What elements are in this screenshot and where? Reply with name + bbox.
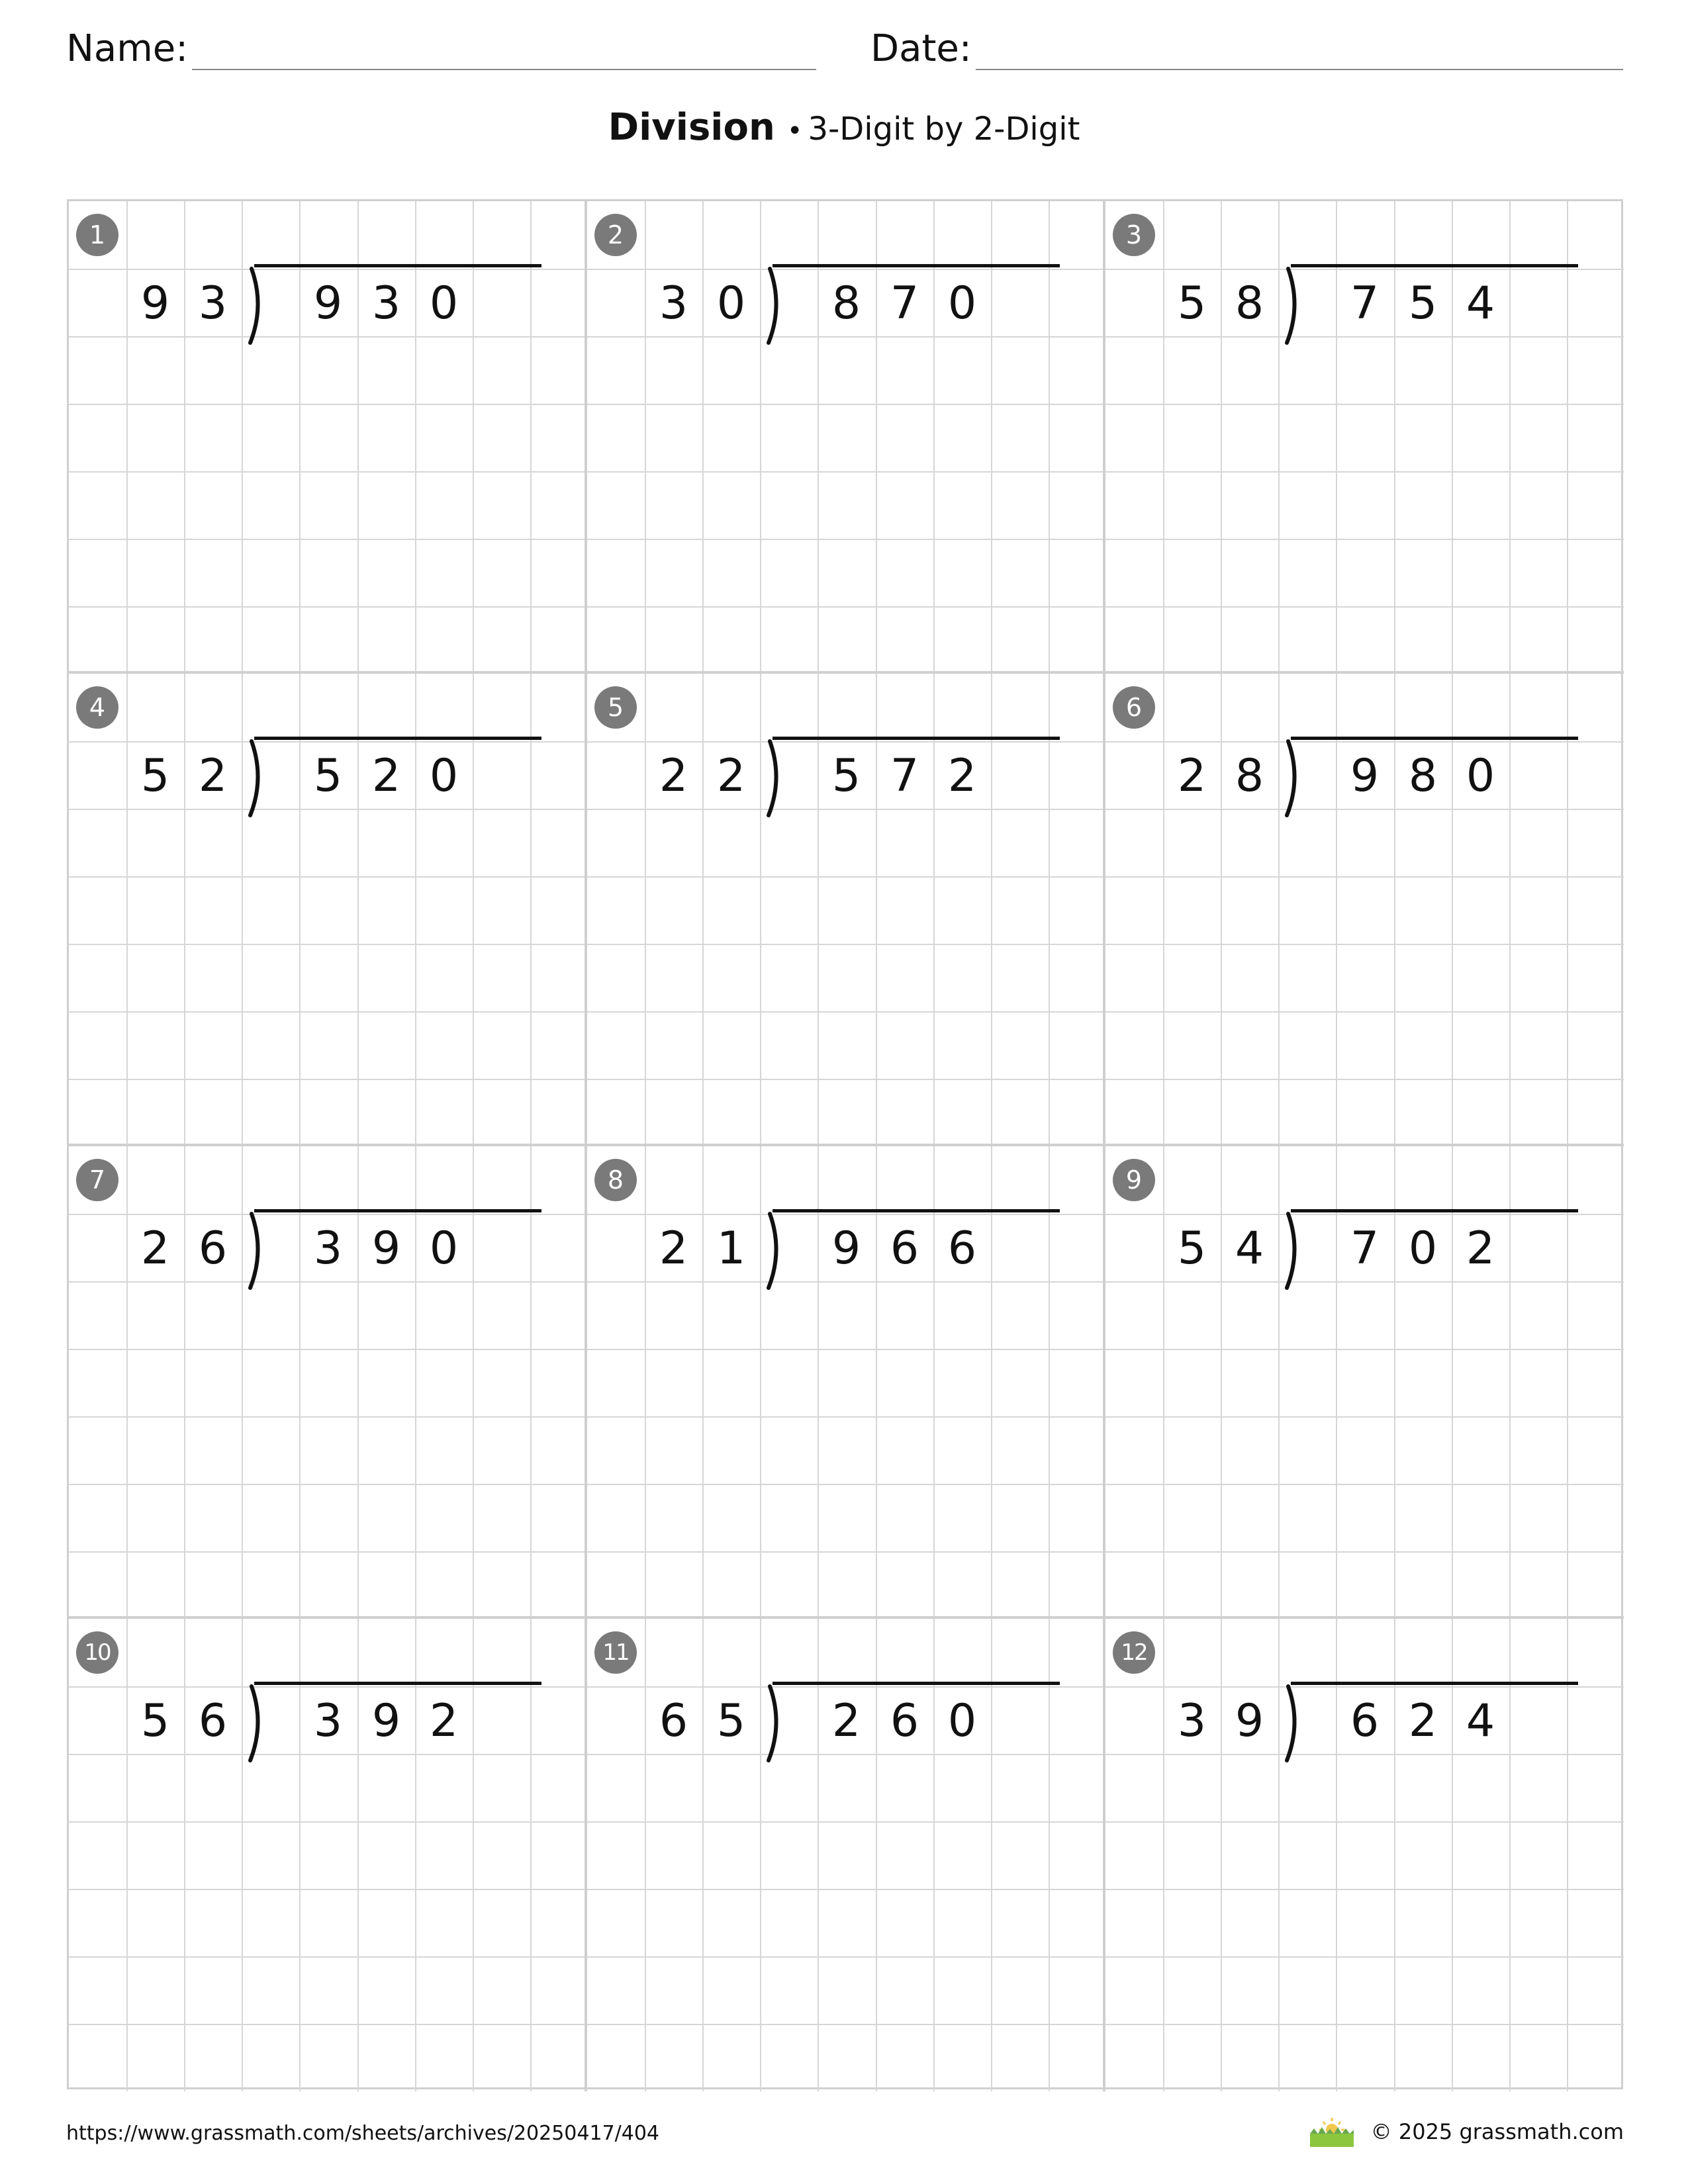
dividend-digit: 7	[890, 277, 919, 330]
grid-line	[1105, 336, 1624, 338]
grid-line	[587, 539, 1105, 540]
dividend-digit: 9	[1350, 750, 1380, 802]
grid-line	[991, 201, 992, 674]
dividend-digit: 3	[313, 1222, 343, 1275]
dividend-digit: 2	[831, 1695, 861, 1747]
grid-line	[587, 1349, 1105, 1350]
grid-line	[69, 336, 587, 338]
grid-line	[69, 1416, 587, 1418]
grid-line	[933, 201, 935, 674]
grid-line	[702, 1619, 704, 2091]
problem-cell	[1105, 1619, 1624, 2091]
dividend-digit: 2	[429, 1695, 459, 1747]
grid-line	[876, 674, 877, 1146]
grid-line	[702, 674, 704, 1146]
grid-line	[818, 674, 819, 1146]
dividend-digit: 3	[313, 1695, 343, 1747]
division-bar	[1291, 264, 1578, 267]
divisor-digit: 3	[198, 277, 228, 330]
dividend-digit: 0	[1466, 750, 1495, 802]
grid-line	[876, 201, 877, 674]
grid-line	[587, 944, 1105, 945]
grid-line	[69, 269, 587, 270]
grid-line	[530, 674, 532, 1146]
divisor-digit: 6	[198, 1222, 228, 1275]
grid-line	[1221, 201, 1222, 674]
grid-line	[415, 201, 416, 674]
grid-line	[299, 1146, 301, 1619]
grid-line	[1105, 1484, 1624, 1485]
grid-line	[473, 201, 474, 674]
dividend-digit: 2	[947, 750, 977, 802]
division-bracket	[761, 739, 800, 818]
grid-line	[69, 809, 587, 810]
grid-line	[1394, 1146, 1395, 1619]
grid-line	[1452, 1146, 1453, 1619]
divisor-digit: 5	[1177, 1222, 1207, 1275]
division-bracket	[242, 739, 282, 818]
grass-sun-logo-icon	[1307, 2115, 1356, 2148]
divisor-digit: 8	[1235, 750, 1264, 802]
grid-line	[587, 1889, 1105, 1890]
grid-line	[1105, 606, 1624, 608]
grid-line	[1452, 201, 1453, 674]
title-subtitle: 3-Digit by 2-Digit	[808, 111, 1080, 148]
divisor-digit: 2	[1177, 750, 1207, 802]
dividend-digit: 8	[831, 277, 861, 330]
grid-line	[1336, 674, 1337, 1146]
grid-line	[1105, 1079, 1624, 1080]
divisor-digit: 6	[198, 1695, 228, 1747]
problem-cell	[69, 201, 587, 674]
grid-line	[184, 674, 185, 1146]
grid-line	[1105, 1349, 1624, 1350]
division-bar	[773, 1682, 1060, 1685]
dividend-digit: 6	[890, 1222, 919, 1275]
grid-line	[69, 1754, 587, 1755]
grid-line	[415, 674, 416, 1146]
grid-line	[818, 1146, 819, 1619]
dividend-digit: 0	[947, 277, 977, 330]
grid-line	[1105, 1214, 1624, 1215]
grid-line	[357, 674, 359, 1146]
grid-line	[184, 1619, 185, 2091]
problem-cell	[69, 1146, 587, 1619]
title-main: Division	[608, 106, 775, 149]
problem-cell	[1105, 1146, 1624, 1619]
grid-line	[1105, 944, 1624, 945]
divisor-digit: 5	[140, 1695, 170, 1747]
division-bar	[1291, 737, 1578, 740]
grid-line	[1221, 1619, 1222, 2091]
grid-line	[1105, 809, 1624, 810]
grid-line	[587, 809, 1105, 810]
date-line[interactable]	[976, 20, 1623, 70]
division-bracket	[761, 1211, 800, 1291]
grid-line	[69, 1821, 587, 1823]
problem-number-badge: 9	[1113, 1159, 1155, 1201]
dividend-digit: 4	[1466, 1695, 1495, 1747]
grid-line	[1105, 1011, 1624, 1013]
grid-line	[1452, 674, 1453, 1146]
grid-line	[587, 1754, 1105, 1755]
grid-line	[69, 944, 587, 945]
grid-line	[1163, 674, 1164, 1146]
dividend-digit: 2	[371, 750, 401, 802]
grid-line	[1105, 471, 1624, 473]
grid-line	[587, 404, 1105, 405]
grid-line	[1336, 201, 1337, 674]
grid-line	[1163, 201, 1164, 674]
grid-line	[1105, 1889, 1624, 1890]
grid-line	[69, 741, 587, 743]
grid-line	[1105, 1281, 1624, 1283]
divisor-digit: 2	[198, 750, 228, 802]
division-bar	[254, 1682, 541, 1685]
grid-line	[1049, 201, 1050, 674]
dividend-digit: 5	[313, 750, 343, 802]
grid-line	[645, 674, 646, 1146]
problem-cell	[587, 201, 1105, 674]
date-field[interactable]	[870, 20, 1623, 70]
grid-line	[587, 2024, 1105, 2025]
grid-line	[357, 1619, 359, 2091]
grid-line	[1509, 1146, 1511, 1619]
grid-line	[184, 1146, 185, 1619]
division-bracket	[1279, 1211, 1319, 1291]
dividend-digit: 0	[947, 1695, 977, 1747]
grid-line	[1567, 674, 1568, 1146]
division-bar	[773, 1209, 1060, 1212]
grid-line	[1105, 404, 1624, 405]
grid-line	[69, 2024, 587, 2025]
dividend-digit: 3	[371, 277, 401, 330]
grid-line	[126, 1619, 128, 2091]
problem-number-badge: 8	[594, 1159, 637, 1201]
grid-line	[587, 269, 1105, 270]
grid-line	[991, 1146, 992, 1619]
grid-line	[933, 1146, 935, 1619]
problem-number-badge: 10	[76, 1631, 118, 1674]
dividend-digit: 0	[429, 1222, 459, 1275]
grid-line	[876, 1619, 877, 2091]
grid-line	[1049, 674, 1050, 1146]
grid-line	[473, 1619, 474, 2091]
grid-line	[69, 1551, 587, 1553]
grid-line	[69, 1349, 587, 1350]
dividend-digit: 7	[1350, 1222, 1380, 1275]
grid-line	[126, 674, 128, 1146]
division-bar	[1291, 1209, 1578, 1212]
problem-number-badge: 3	[1113, 214, 1155, 256]
grid-line	[1105, 741, 1624, 743]
grid-line	[1105, 1956, 1624, 1958]
grid-line	[587, 1281, 1105, 1283]
grid-line	[1336, 1619, 1337, 2091]
problem-number-badge: 2	[594, 214, 637, 256]
divisor-digit: 9	[1235, 1695, 1264, 1747]
dividend-digit: 0	[429, 750, 459, 802]
grid-line	[587, 1079, 1105, 1080]
name-label: Name:	[66, 27, 189, 70]
grid-line	[126, 1146, 128, 1619]
division-bracket	[1279, 1684, 1319, 1763]
divisor-digit: 2	[140, 1222, 170, 1275]
grid-line	[69, 1686, 587, 1688]
division-bracket	[1279, 266, 1319, 345]
dividend-digit: 7	[890, 750, 919, 802]
grid-line	[587, 1686, 1105, 1688]
footer-brand	[1307, 2115, 1624, 2148]
divisor-digit: 5	[1177, 277, 1207, 330]
problem-number-badge: 12	[1113, 1631, 1155, 1674]
grid-line	[933, 1619, 935, 2091]
divisor-digit: 3	[1177, 1695, 1207, 1747]
grid-line	[702, 201, 704, 674]
grid-line	[1105, 539, 1624, 540]
grid-line	[415, 1146, 416, 1619]
grid-line	[587, 1484, 1105, 1485]
dividend-digit: 2	[1466, 1222, 1495, 1275]
grid-line	[69, 606, 587, 608]
problem-cell	[1105, 674, 1624, 1146]
grid-line	[1567, 201, 1568, 674]
grid-line	[876, 1146, 877, 1619]
grid-line	[184, 201, 185, 674]
division-bracket	[1279, 739, 1319, 818]
grid-line	[1163, 1146, 1164, 1619]
grid-line	[1105, 1821, 1624, 1823]
grid-line	[1452, 1619, 1453, 2091]
dividend-digit: 5	[831, 750, 861, 802]
date-label: Date:	[870, 27, 972, 70]
grid-line	[1509, 201, 1511, 674]
grid-line	[587, 876, 1105, 878]
grid-line	[1105, 1416, 1624, 1418]
grid-line	[587, 1551, 1105, 1553]
divisor-digit: 8	[1235, 277, 1264, 330]
dividend-digit: 9	[831, 1222, 861, 1275]
dividend-digit: 0	[1408, 1222, 1438, 1275]
problem-cell	[69, 674, 587, 1146]
division-bracket	[242, 266, 282, 345]
division-bar	[254, 737, 541, 740]
problem-number-badge: 7	[76, 1159, 118, 1201]
grid-line	[991, 674, 992, 1146]
grid-line	[1105, 1686, 1624, 1688]
division-bracket	[242, 1684, 282, 1763]
divisor-digit: 2	[659, 750, 688, 802]
grid-line	[1049, 1619, 1050, 2091]
grid-line	[587, 1956, 1105, 1958]
grid-line	[1394, 674, 1395, 1146]
problem-grid	[67, 199, 1623, 2089]
problem-number-badge: 6	[1113, 686, 1155, 729]
grid-line	[69, 1889, 587, 1890]
divisor-digit: 2	[716, 750, 746, 802]
grid-line	[587, 1214, 1105, 1215]
grid-line	[357, 201, 359, 674]
problem-number-badge: 5	[594, 686, 637, 729]
grid-line	[645, 1146, 646, 1619]
grid-line	[69, 404, 587, 405]
grid-line	[530, 1619, 532, 2091]
grid-line	[587, 1821, 1105, 1823]
divisor-digit: 6	[659, 1695, 688, 1747]
footer-copyright: © 2025 grassmath.com	[1370, 2119, 1624, 2144]
problem-cell	[1105, 201, 1624, 674]
grid-line	[69, 1956, 587, 1958]
grid-line	[1394, 1619, 1395, 2091]
divisor-digit: 1	[716, 1222, 746, 1275]
grid-line	[818, 1619, 819, 2091]
grid-line	[126, 201, 128, 674]
grid-line	[1567, 1146, 1568, 1619]
grid-line	[299, 201, 301, 674]
divisor-digit: 4	[1235, 1222, 1264, 1275]
dividend-digit: 5	[1408, 277, 1438, 330]
dividend-digit: 2	[1408, 1695, 1438, 1747]
problem-number-badge: 4	[76, 686, 118, 729]
dividend-digit: 9	[313, 277, 343, 330]
problem-cell	[587, 1146, 1105, 1619]
name-field[interactable]	[66, 20, 816, 70]
grid-line	[530, 201, 532, 674]
grid-line	[69, 1484, 587, 1485]
grid-line	[69, 539, 587, 540]
grid-line	[473, 674, 474, 1146]
divisor-digit: 9	[140, 277, 170, 330]
division-bracket	[761, 1684, 800, 1763]
division-bar	[773, 737, 1060, 740]
grid-line	[1163, 1619, 1164, 2091]
grid-line	[299, 674, 301, 1146]
grid-line	[818, 201, 819, 674]
grid-line	[530, 1146, 532, 1619]
grid-line	[69, 1079, 587, 1080]
division-bracket	[242, 1211, 282, 1291]
grid-line	[69, 471, 587, 473]
grid-line	[1105, 269, 1624, 270]
problem-number-badge: 1	[76, 214, 118, 256]
divisor-digit: 0	[716, 277, 746, 330]
grid-line	[473, 1146, 474, 1619]
problem-cell	[69, 1619, 587, 2091]
division-bar	[773, 264, 1060, 267]
dividend-digit: 8	[1408, 750, 1438, 802]
grid-line	[933, 674, 935, 1146]
problem-cell	[587, 1619, 1105, 2091]
grid-line	[1105, 2024, 1624, 2025]
grid-line	[1221, 674, 1222, 1146]
grid-line	[69, 1281, 587, 1283]
grid-line	[645, 1619, 646, 2091]
divisor-digit: 5	[716, 1695, 746, 1747]
grid-line	[1105, 876, 1624, 878]
grid-line	[587, 741, 1105, 743]
grid-line	[69, 1214, 587, 1215]
page-title	[0, 106, 1688, 149]
title-separator: •	[786, 116, 803, 146]
divisor-digit: 2	[659, 1222, 688, 1275]
grid-line	[587, 1011, 1105, 1013]
dividend-digit: 9	[371, 1695, 401, 1747]
footer-url: https://www.grassmath.com/sheets/archives/20250417/404	[66, 2122, 660, 2145]
grid-line	[1105, 1551, 1624, 1553]
grid-line	[1509, 1619, 1511, 2091]
dividend-digit: 6	[890, 1695, 919, 1747]
grid-line	[69, 1011, 587, 1013]
grid-line	[1336, 1146, 1337, 1619]
grid-line	[645, 201, 646, 674]
grid-line	[1567, 1619, 1568, 2091]
dividend-digit: 6	[1350, 1695, 1380, 1747]
problem-number-badge: 11	[594, 1631, 637, 1674]
dividend-digit: 9	[371, 1222, 401, 1275]
grid-line	[1221, 1146, 1222, 1619]
grid-line	[1394, 201, 1395, 674]
grid-line	[299, 1619, 301, 2091]
grid-line	[587, 471, 1105, 473]
division-bar	[254, 264, 541, 267]
dividend-digit: 6	[947, 1222, 977, 1275]
grid-line	[1509, 674, 1511, 1146]
grid-line	[702, 1146, 704, 1619]
grid-line	[415, 1619, 416, 2091]
grid-line	[587, 1416, 1105, 1418]
division-bracket	[761, 266, 800, 345]
grid-line	[1049, 1146, 1050, 1619]
grid-line	[357, 1146, 359, 1619]
grid-line	[69, 876, 587, 878]
division-bar	[254, 1209, 541, 1212]
problem-cell	[587, 674, 1105, 1146]
dividend-digit: 7	[1350, 277, 1380, 330]
division-bar	[1291, 1682, 1578, 1685]
grid-line	[587, 606, 1105, 608]
name-line[interactable]	[192, 20, 816, 70]
grid-line	[991, 1619, 992, 2091]
divisor-digit: 3	[659, 277, 688, 330]
grid-line	[1105, 1754, 1624, 1755]
dividend-digit: 4	[1466, 277, 1495, 330]
grid-line	[587, 336, 1105, 338]
divisor-digit: 5	[140, 750, 170, 802]
dividend-digit: 0	[429, 277, 459, 330]
